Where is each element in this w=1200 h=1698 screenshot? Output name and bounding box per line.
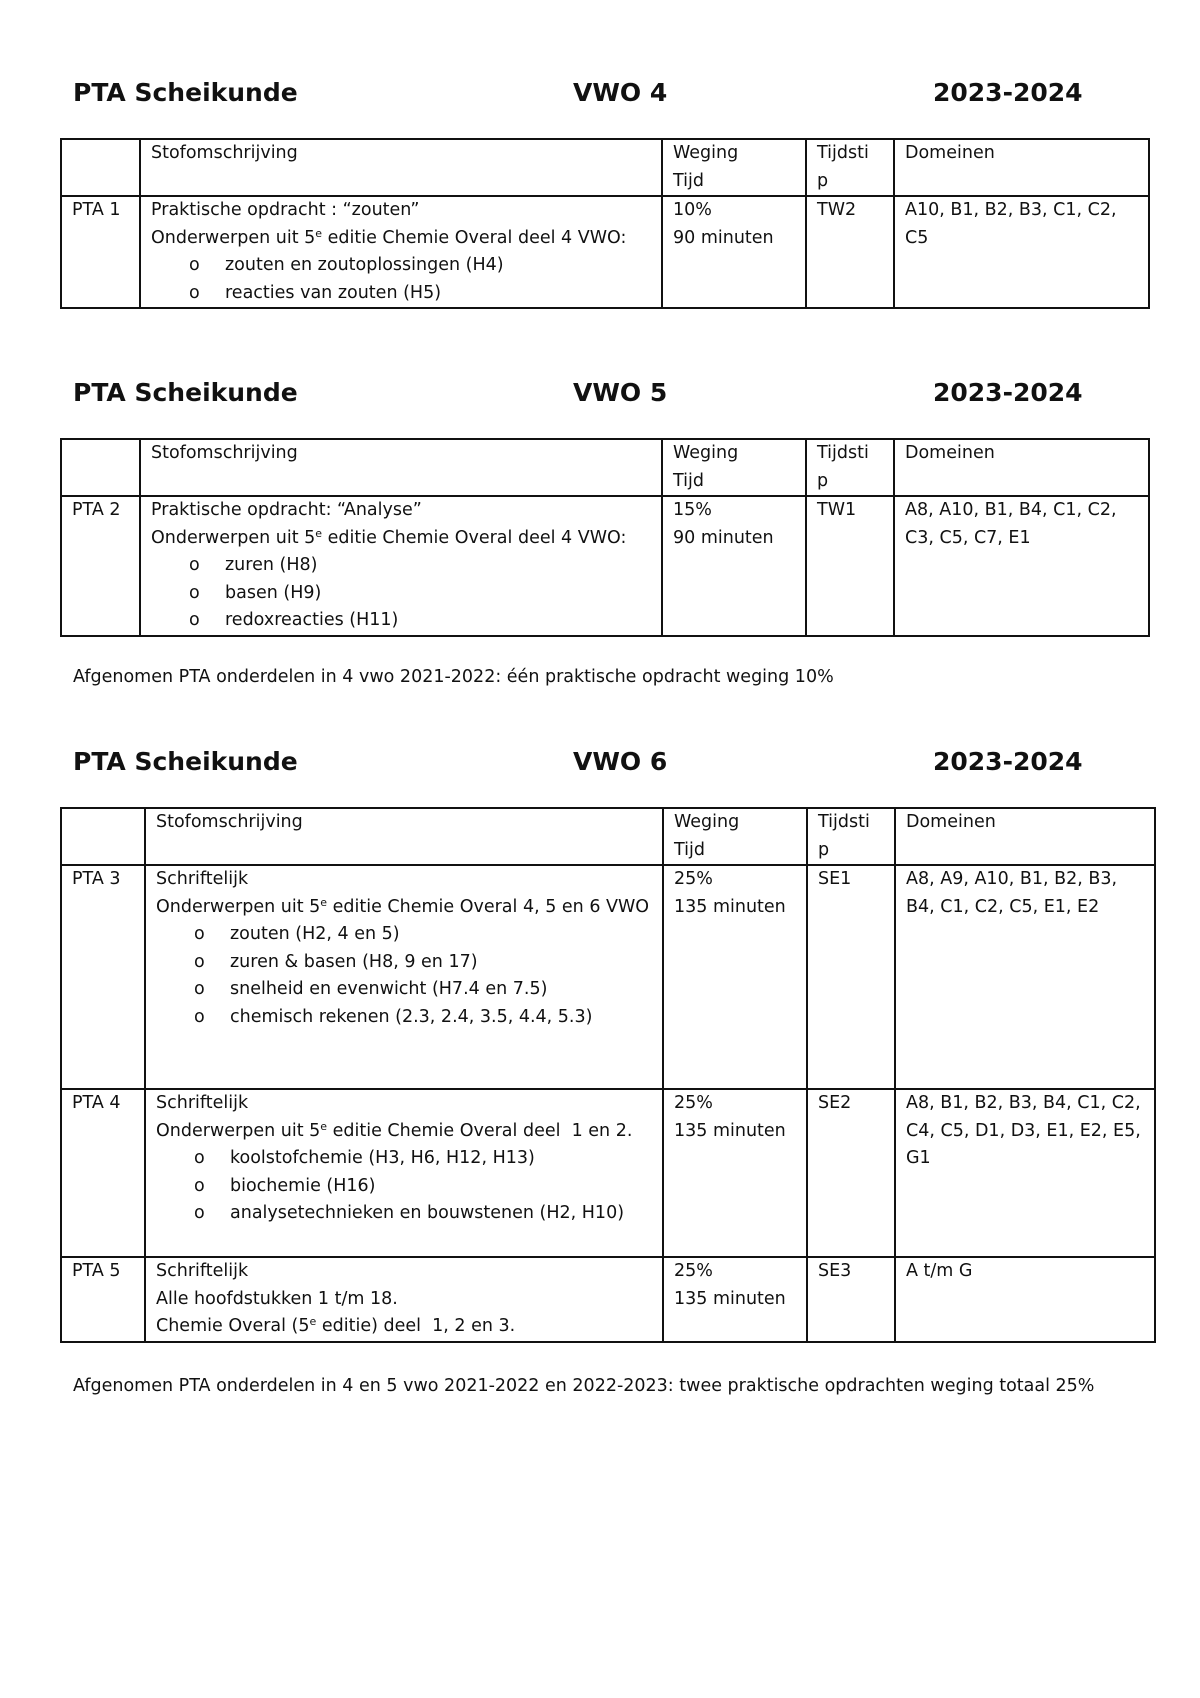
header-cell-empty (61, 439, 140, 496)
stof-cell: Schriftelijk Onderwerpen uit 5e editie Chemie Overal 4, 5 en 6 VWO o zouten (H2, 4 en 5) o zuren & basen (H8, 9 en 17) o snelheid en evenwicht (H7.4 en 7.5) o chemisch rekenen (2.3, 2.4, 3.5, 4.4, 5.3) (145, 865, 663, 1089)
header-tijdstip: Tijdsti p (806, 139, 894, 196)
pta-id: PTA 4 (61, 1089, 145, 1257)
pta-id: PTA 3 (61, 865, 145, 1089)
header-stofomschrijving: Stofomschrijving (140, 139, 662, 196)
heading-year: 2023-2024 (933, 378, 1083, 407)
weging-cell: 25% 135 minuten (663, 1089, 807, 1257)
bullet-item: o biochemie (H16) (156, 1173, 652, 1201)
domeinen-cell: A8, A9, A10, B1, B2, B3, B4, C1, C2, C5, E1, E2 (895, 865, 1155, 1089)
note-vwo6: Afgenomen PTA onderdelen in 4 en 5 vwo 2021-2022 en 2022-2023: twee praktische opdrachten weging totaal 25% (73, 1376, 1095, 1396)
tijdstip-cell: SE1 (807, 865, 895, 1089)
bullet-item: o koolstofchemie (H3, H6, H12, H13) (156, 1145, 652, 1173)
table-header-row (61, 808, 1155, 865)
bullet-item: o zouten (H2, 4 en 5) (156, 921, 652, 949)
section-heading-vwo6 (73, 747, 1083, 781)
bullet-item: o zuren (H8) (151, 552, 651, 580)
bullet-item: o reacties van zouten (H5) (151, 280, 651, 308)
pta-table-vwo4 (60, 138, 1150, 309)
pta-id: PTA 5 (61, 1257, 145, 1342)
header-tijdstip: Tijdsti p (807, 808, 895, 865)
bullet-item: o zouten en zoutoplossingen (H4) (151, 252, 651, 280)
header-weging-tijd: Weging Tijd (662, 139, 806, 196)
bullet-item: o zuren & basen (H8, 9 en 17) (156, 949, 652, 977)
header-stofomschrijving: Stofomschrijving (140, 439, 662, 496)
table-header-row (61, 139, 1149, 196)
header-domeinen: Domeinen (894, 439, 1149, 496)
table-header-row (61, 439, 1149, 496)
domeinen-cell: A10, B1, B2, B3, C1, C2, C5 (894, 196, 1149, 308)
stof-line: Onderwerpen uit 5e editie Chemie Overal deel 1 en 2. (156, 1119, 633, 1141)
pta-id: PTA 1 (61, 196, 140, 308)
tijdstip-cell: TW2 (806, 196, 894, 308)
heading-subject: PTA Scheikunde (73, 78, 298, 107)
stof-line: Chemie Overal (5e editie) deel 1, 2 en 3. (156, 1315, 516, 1336)
stof-line: Onderwerpen uit 5e editie Chemie Overal deel 4 VWO: (151, 526, 627, 548)
stof-line: Onderwerpen uit 5e editie Chemie Overal 4, 5 en 6 VWO (156, 895, 650, 917)
header-tijdstip: Tijdsti p (806, 439, 894, 496)
weging-cell: 15% 90 minuten (662, 496, 806, 636)
weging-cell: 25% 135 minuten (663, 1257, 807, 1342)
header-cell-empty (61, 139, 140, 196)
heading-level: VWO 5 (573, 378, 668, 407)
section-heading-vwo5 (73, 378, 1083, 412)
heading-level: VWO 4 (573, 78, 668, 107)
header-domeinen: Domeinen (895, 808, 1155, 865)
domeinen-cell: A t/m G (895, 1257, 1155, 1342)
table-row (61, 1089, 1155, 1257)
heading-year: 2023-2024 (933, 747, 1083, 776)
header-weging-tijd: Weging Tijd (662, 439, 806, 496)
bullet-item: o analysetechnieken en bouwstenen (H2, H10) (156, 1200, 652, 1228)
stof-cell: Schriftelijk Alle hoofdstukken 1 t/m 18. Chemie Overal (5e editie) deel 1, 2 en 3. (145, 1257, 663, 1342)
table-row (61, 196, 1149, 308)
table-row (61, 865, 1155, 1089)
header-domeinen: Domeinen (894, 139, 1149, 196)
bullet-item: o chemisch rekenen (2.3, 2.4, 3.5, 4.4, 5.3) (156, 1004, 652, 1032)
section-heading-vwo4 (73, 78, 1083, 112)
heading-subject: PTA Scheikunde (73, 378, 298, 407)
domeinen-cell: A8, B1, B2, B3, B4, C1, C2, C4, C5, D1, D3, E1, E2, E5, G1 (895, 1089, 1155, 1257)
weging-cell: 10% 90 minuten (662, 196, 806, 308)
bullet-item: o basen (H9) (151, 580, 651, 608)
header-cell-empty (61, 808, 145, 865)
heading-subject: PTA Scheikunde (73, 747, 298, 776)
weging-cell: 25% 135 minuten (663, 865, 807, 1089)
pta-table-vwo5 (60, 438, 1150, 637)
tijdstip-cell: TW1 (806, 496, 894, 636)
pta-id: PTA 2 (61, 496, 140, 636)
domeinen-cell: A8, A10, B1, B4, C1, C2, C3, C5, C7, E1 (894, 496, 1149, 636)
header-weging-tijd: Weging Tijd (663, 808, 807, 865)
stof-cell: Praktische opdracht : “zouten” Onderwerpen uit 5e editie Chemie Overal deel 4 VWO: o zouten en zoutoplossingen (H4) o reacties van zouten (H5) (140, 196, 662, 308)
heading-level: VWO 6 (573, 747, 668, 776)
stof-cell: Schriftelijk Onderwerpen uit 5e editie Chemie Overal deel 1 en 2. o koolstofchemie (H3, H6, H12, H13) o biochemie (H16) o analysetechnieken en bouwstenen (H2, H10) (145, 1089, 663, 1257)
table-row (61, 1257, 1155, 1342)
header-stofomschrijving: Stofomschrijving (145, 808, 663, 865)
note-vwo5: Afgenomen PTA onderdelen in 4 vwo 2021-2022: één praktische opdracht weging 10% (73, 667, 834, 687)
table-row (61, 496, 1149, 636)
stof-cell: Praktische opdracht: “Analyse” Onderwerpen uit 5e editie Chemie Overal deel 4 VWO: o zuren (H8) o basen (H9) o redoxreacties (H11) (140, 496, 662, 636)
tijdstip-cell: SE3 (807, 1257, 895, 1342)
heading-year: 2023-2024 (933, 78, 1083, 107)
tijdstip-cell: SE2 (807, 1089, 895, 1257)
stof-line: Onderwerpen uit 5e editie Chemie Overal deel 4 VWO: (151, 226, 627, 248)
bullet-item: o snelheid en evenwicht (H7.4 en 7.5) (156, 976, 652, 1004)
bullet-item: o redoxreacties (H11) (151, 607, 651, 635)
pta-table-vwo6 (60, 807, 1156, 1343)
